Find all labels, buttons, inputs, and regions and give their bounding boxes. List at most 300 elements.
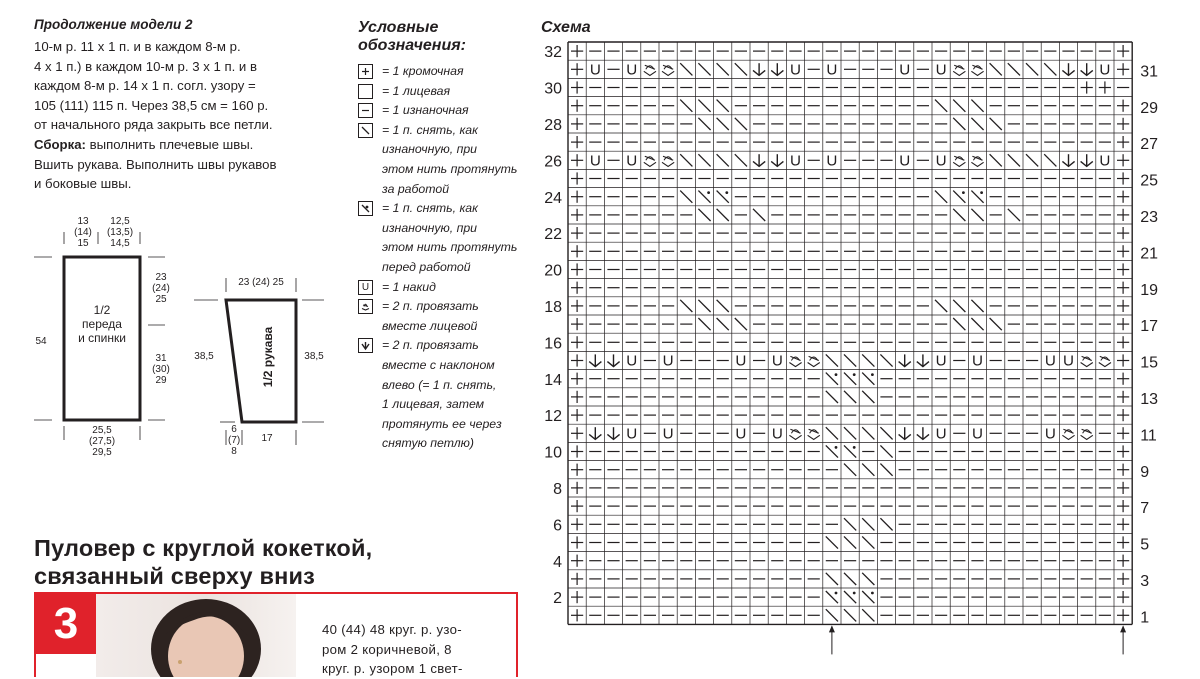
chart-cell [1008, 154, 1020, 166]
legend-text: влево (= 1 п. снять, [382, 377, 497, 392]
svg-text:U: U [626, 152, 638, 170]
chart-cell [1117, 191, 1129, 203]
legend-text: вместе с наклоном [382, 358, 495, 372]
chart-cell [717, 209, 729, 221]
chart-cell [571, 154, 583, 166]
chart-cell [662, 65, 674, 75]
legend-text: перед работой [382, 260, 471, 274]
chart-cell [680, 300, 692, 312]
row-label-right: 11 [1140, 427, 1157, 445]
chart-cell [772, 353, 783, 370]
chart-cell [571, 445, 583, 457]
row-label-right: 1 [1140, 609, 1150, 627]
chart-cell [936, 425, 947, 442]
row-label-left: 22 [544, 226, 562, 244]
chart-cell [735, 425, 746, 442]
chart-cell [953, 300, 965, 312]
chart-cell [844, 609, 856, 621]
chart-cell [862, 573, 874, 585]
row-label-left: 2 [553, 590, 562, 608]
svg-text:U: U [899, 152, 911, 170]
dim-left: 54 [35, 336, 47, 347]
chart-cell [953, 65, 965, 75]
chart-cell [1099, 356, 1111, 366]
chart-cell [990, 63, 1002, 75]
svg-text:U: U [1099, 152, 1111, 170]
row-label-left: 4 [553, 553, 562, 571]
chart-cell [1117, 45, 1129, 57]
svg-text:U: U [626, 425, 638, 443]
chart-cell [917, 427, 929, 439]
chart-cell [571, 536, 583, 548]
row-label-right: 21 [1140, 245, 1158, 263]
assembly-text: выполнить плечевые швы. [85, 136, 254, 152]
chart-cell [735, 118, 747, 130]
chart-cell [571, 482, 583, 494]
legend-symbol-k2tog-icon [358, 299, 373, 314]
chart-cell [771, 63, 783, 75]
chart-cell [1081, 81, 1093, 93]
chart-cell [917, 354, 929, 366]
chart-cell [880, 464, 892, 476]
chart-cell [936, 353, 947, 370]
row-label-right: 15 [1140, 354, 1158, 372]
svg-text:U: U [361, 281, 370, 293]
chart-cell [844, 354, 856, 366]
chart-cell [1117, 100, 1129, 112]
chart-cell [1099, 81, 1111, 93]
chart-cell [971, 318, 983, 330]
instruction-line: каждом 8-м р. 14 х 1 п. согл. узору = [34, 78, 256, 94]
sleeve-dim-top: 23 (24) 25 [238, 277, 284, 288]
svg-text:U: U [735, 425, 747, 443]
row-label-left: 18 [544, 299, 562, 316]
chart-cell [571, 354, 583, 366]
dim-right-bottom: 31 (30) 29 [152, 353, 170, 386]
chart-cell [862, 373, 874, 385]
chart-cell [826, 373, 838, 385]
chart-cell [880, 445, 892, 457]
dim-top-right: 12,5 (13,5) 14,5 [106, 216, 134, 249]
chart-cell [862, 427, 874, 439]
chart-cell [571, 391, 583, 403]
chart-cell [1117, 464, 1129, 476]
chart-cell [571, 118, 583, 130]
chart-cell [880, 518, 892, 530]
chart-cell [826, 573, 838, 585]
chart-cell [826, 445, 838, 457]
chart-cell [936, 152, 947, 169]
chart-cell [844, 591, 856, 603]
legend-text: изнаночную, при [382, 142, 478, 157]
row-label-right: 23 [1140, 209, 1158, 226]
chart-cell [899, 427, 911, 439]
legend-symbol-yo-icon [358, 280, 373, 295]
chart-cell [1081, 154, 1093, 166]
instruction-line: от начального ряда закрыть все петли. [34, 117, 273, 133]
chart-cell [935, 100, 947, 112]
chart-cell [1008, 63, 1020, 75]
row-label-right: 29 [1140, 99, 1158, 117]
chart-cell [790, 152, 801, 169]
body-diagram [30, 210, 190, 465]
legend-text: снятую петлю) [382, 436, 474, 451]
legend-text: = 1 изнаночная [382, 103, 469, 118]
chart-cell [680, 154, 692, 166]
chart-cell [571, 63, 583, 75]
legend-symbol-slash-icon [358, 123, 373, 138]
chart-cell [607, 427, 619, 439]
chart-cell [1062, 154, 1074, 166]
legend-text: за работой [382, 181, 450, 196]
chart-cell [698, 318, 710, 330]
chart-cell [971, 100, 983, 112]
chart-cell [1117, 118, 1129, 130]
chart-cell [1117, 573, 1129, 585]
legend-text: = 1 п. снять, как [382, 122, 478, 137]
chart-cell [589, 354, 601, 366]
chart-cell [571, 427, 583, 439]
chart-cell [1117, 427, 1129, 439]
legend-symbol-plus-icon [358, 64, 373, 79]
svg-text:U: U [1044, 352, 1056, 370]
chart-cell [1117, 318, 1129, 330]
dim-top-left: 13 (14) 15 [74, 216, 92, 249]
chart-cell [626, 425, 637, 442]
chart-cell [571, 45, 583, 57]
row-label-right: 19 [1140, 281, 1158, 299]
chart-cell [644, 156, 656, 166]
legend-symbol-blank-icon [358, 84, 373, 99]
row-label-left: 26 [544, 153, 562, 171]
chart-cell [753, 154, 765, 166]
chart-cell [1117, 63, 1129, 75]
row-label-right: 7 [1140, 500, 1150, 518]
chart-cell [808, 429, 820, 439]
chart-cell [626, 61, 637, 78]
chart-cell [844, 573, 856, 585]
chart-cell [971, 209, 983, 221]
chart-cell [1117, 555, 1129, 567]
svg-text:U: U [826, 152, 838, 170]
chart-cell [571, 518, 583, 530]
chart-cell [899, 61, 910, 78]
chart-cell [953, 118, 965, 130]
row-label-right: 3 [1140, 573, 1150, 590]
chart-cell [1117, 391, 1129, 403]
chart-cell [590, 152, 601, 169]
chart-cell [571, 209, 583, 221]
chart-cell [1062, 63, 1074, 75]
svg-text:U: U [662, 425, 674, 443]
row-label-left: 32 [544, 44, 562, 62]
chart-cell [644, 65, 656, 75]
chart-cell [717, 63, 729, 75]
chart-cell [1008, 209, 1020, 221]
sleeve-label: 1/2 рукава [261, 326, 275, 388]
chart-cell [571, 336, 583, 348]
chart-cell [953, 209, 965, 221]
chart-cell [862, 609, 874, 621]
section-title: Пуловер с круглой кокеткой, связанный сверху вниз [34, 535, 373, 589]
chart-cell [753, 63, 765, 75]
dim-right-top: 23 (24) 25 [152, 272, 170, 305]
body-piece-label: 1/2 переда и спинки [78, 303, 126, 345]
chart-cell [844, 373, 856, 385]
svg-text:U: U [826, 61, 838, 79]
chart-cell [826, 61, 837, 78]
chart-cell [789, 356, 801, 366]
row-label-right: 25 [1140, 172, 1158, 190]
model-photo [96, 594, 296, 677]
row-label-right: 5 [1140, 536, 1150, 554]
chart-cell [1044, 63, 1056, 75]
legend-symbol-ssk-icon [358, 338, 373, 353]
chart-cell [571, 172, 583, 184]
chart-cell [1117, 518, 1129, 530]
svg-text:U: U [771, 425, 783, 443]
chart-cell [571, 263, 583, 275]
chart-cell [844, 464, 856, 476]
svg-text:U: U [790, 61, 801, 79]
chart-cell [935, 191, 947, 203]
svg-text:U: U [972, 352, 983, 370]
instruction-line: 10-м р. 11 х 1 п. и в каждом 8-м р. [34, 39, 241, 54]
chart-cell [1117, 482, 1129, 494]
pattern-repeat-arrow-icon [829, 625, 835, 654]
svg-text:U: U [626, 61, 638, 79]
svg-text:U: U [662, 352, 674, 370]
chart-cell [972, 353, 983, 370]
chart-cell [1117, 336, 1129, 348]
chart-cell [698, 154, 710, 166]
chart-cell [990, 118, 1002, 130]
legend-text: = 1 накид [382, 279, 436, 294]
chart-cell [971, 300, 983, 312]
row-label-left: 8 [553, 481, 562, 498]
row-label-right: 17 [1140, 318, 1158, 336]
chart-cell [1117, 409, 1129, 421]
chart-cell [971, 65, 983, 75]
chart-cell [680, 63, 692, 75]
chart-cell [844, 391, 856, 403]
chart-cell [663, 353, 674, 370]
row-label-left: 30 [544, 80, 562, 98]
chart-cell [571, 227, 583, 239]
chart-cell [862, 591, 874, 603]
svg-text:U: U [589, 152, 601, 170]
knitting-chart [530, 38, 1170, 658]
row-label-left: 20 [544, 262, 562, 280]
chart-cell [626, 353, 637, 370]
assembly-line: и боковые швы. [34, 176, 132, 192]
sleeve-diagram [190, 270, 330, 465]
chart-cell [698, 300, 710, 312]
chart-cell [844, 427, 856, 439]
chart-cell [717, 318, 729, 330]
model-photo-illustration [96, 594, 296, 677]
chart-cell [971, 191, 983, 203]
chart-cell [1117, 136, 1129, 148]
chart-cell [1117, 282, 1129, 294]
chart-cell [971, 118, 983, 130]
dim-bottom: 25,5 (27,5) 29,5 [88, 425, 116, 458]
chart-title: Схема [541, 19, 591, 36]
chart-cell [717, 118, 729, 130]
chart-cell [662, 156, 674, 166]
legend-text: = 2 п. провязать [382, 338, 479, 353]
chart-cell [1081, 356, 1093, 366]
chart-cell [571, 500, 583, 512]
chart-cell [680, 100, 692, 112]
chart-cell [1045, 353, 1056, 370]
chart-cell [789, 429, 801, 439]
sleeve-dim-right: 38,5 [304, 351, 324, 362]
chart-cell [972, 425, 983, 442]
chart-cell [735, 353, 746, 370]
legend-title: Условные обозначения: [358, 19, 466, 54]
chart-cell [698, 209, 710, 221]
legend-symbol-dash-icon [358, 103, 373, 118]
sleeve-dim-bottom-left: 6 (7) 8 [228, 424, 241, 457]
legend-text: этом нить протянуть [382, 162, 518, 176]
chart-cell [990, 318, 1002, 330]
chart-cell [880, 427, 892, 439]
legend-symbol-slashdot-icon [358, 201, 373, 216]
chart-cell [1117, 354, 1129, 366]
row-label-left: 28 [544, 117, 562, 134]
row-label-left: 12 [544, 408, 562, 426]
row-label-left: 24 [544, 189, 562, 207]
chart-cell [1026, 63, 1038, 75]
svg-text:U: U [935, 352, 947, 370]
svg-text:U: U [972, 425, 983, 443]
chart-cell [1117, 154, 1129, 166]
chart-cell [935, 300, 947, 312]
assembly-line: Вшить рукава. Выполнить швы рукавов [34, 156, 277, 172]
legend-text: изнаночную, при [382, 220, 478, 235]
chart-cell [826, 354, 838, 366]
chart-cell [571, 136, 583, 148]
chart-cell [1117, 300, 1129, 312]
chart-cell [571, 81, 583, 93]
chart-cell [1026, 154, 1038, 166]
chart-cell [1117, 227, 1129, 239]
chart-cell [826, 591, 838, 603]
chart-cell [862, 536, 874, 548]
chart-cell [953, 156, 965, 166]
svg-text:U: U [626, 352, 638, 370]
chart-cell [880, 354, 892, 366]
chart-cell [844, 536, 856, 548]
chart-cell [826, 391, 838, 403]
chart-cell [1117, 209, 1129, 221]
row-label-left: 10 [544, 444, 562, 462]
chart-cell [571, 191, 583, 203]
chart-cell [1117, 373, 1129, 385]
instruction-line: 105 (111) 115 п. Через 38,5 см = 160 р. [34, 97, 269, 113]
legend-text: вместе лицевой [382, 318, 478, 333]
legend-text: = 1 кромочная [382, 64, 464, 78]
chart-cell [717, 191, 729, 203]
chart-cell [717, 154, 729, 166]
chart-cell [607, 354, 619, 366]
chart-cell [735, 154, 747, 166]
chart-cell [990, 154, 1002, 166]
chart-cell [899, 152, 910, 169]
chart-cell [1081, 429, 1093, 439]
chart-cell [1045, 425, 1056, 442]
chart-cell [571, 609, 583, 621]
legend-text: протянуть ее через [382, 416, 502, 431]
chart-cell [936, 61, 947, 78]
chart-cell [1117, 263, 1129, 275]
svg-text:U: U [1099, 61, 1111, 79]
row-label-left: 16 [544, 335, 562, 353]
svg-text:U: U [1044, 425, 1056, 443]
chart-cell [663, 425, 674, 442]
chart-cell [571, 591, 583, 603]
chart-cell [1117, 591, 1129, 603]
pattern-repeat-arrow-icon [1120, 625, 1126, 654]
instructions-text [34, 37, 334, 194]
chart-cell [1062, 429, 1074, 439]
chart-cell [735, 318, 747, 330]
svg-text:U: U [589, 61, 601, 79]
chart-cell [771, 154, 783, 166]
section-text: 40 (44) 48 круг. р. узо- ром 2 коричневой, 8 круг. р. узором 1 свет- [322, 622, 463, 677]
assembly-line [34, 135, 334, 155]
chart-cell [571, 573, 583, 585]
chart-cell [862, 518, 874, 530]
chart-cell [717, 100, 729, 112]
chart-cell [571, 245, 583, 257]
chart-cell [698, 118, 710, 130]
legend-text: 1 лицевая, затем [382, 397, 485, 412]
svg-text:U: U [935, 61, 947, 79]
svg-text:U: U [899, 61, 911, 79]
chart-cell [753, 209, 765, 221]
chart-cell [790, 61, 801, 78]
chart-cell [862, 391, 874, 403]
svg-text:U: U [735, 352, 747, 370]
chart-cell [1099, 61, 1110, 78]
chart-cell [826, 609, 838, 621]
chart-cell [826, 427, 838, 439]
chart-cell [698, 191, 710, 203]
chart-cell [862, 354, 874, 366]
chart-cell [953, 318, 965, 330]
svg-text:U: U [935, 152, 947, 170]
chart-cell [626, 152, 637, 169]
chart-cell [571, 464, 583, 476]
chart-cell [590, 61, 601, 78]
chart-cell [698, 100, 710, 112]
chart-cell [808, 356, 820, 366]
chart-cell [1099, 152, 1110, 169]
instruction-line: 4 х 1 п.) в каждом 10-м р. 3 х 1 п. и в [34, 58, 257, 74]
chart-cell [1117, 445, 1129, 457]
sleeve-dim-left: 38,5 [194, 351, 214, 362]
row-label-right: 13 [1140, 391, 1158, 408]
chart-grid [568, 42, 1132, 624]
row-label-right: 31 [1140, 63, 1158, 81]
chart-cell [899, 354, 911, 366]
chart-cell [680, 191, 692, 203]
chart-cell [571, 318, 583, 330]
chart-cell [844, 518, 856, 530]
chart-cell [953, 100, 965, 112]
